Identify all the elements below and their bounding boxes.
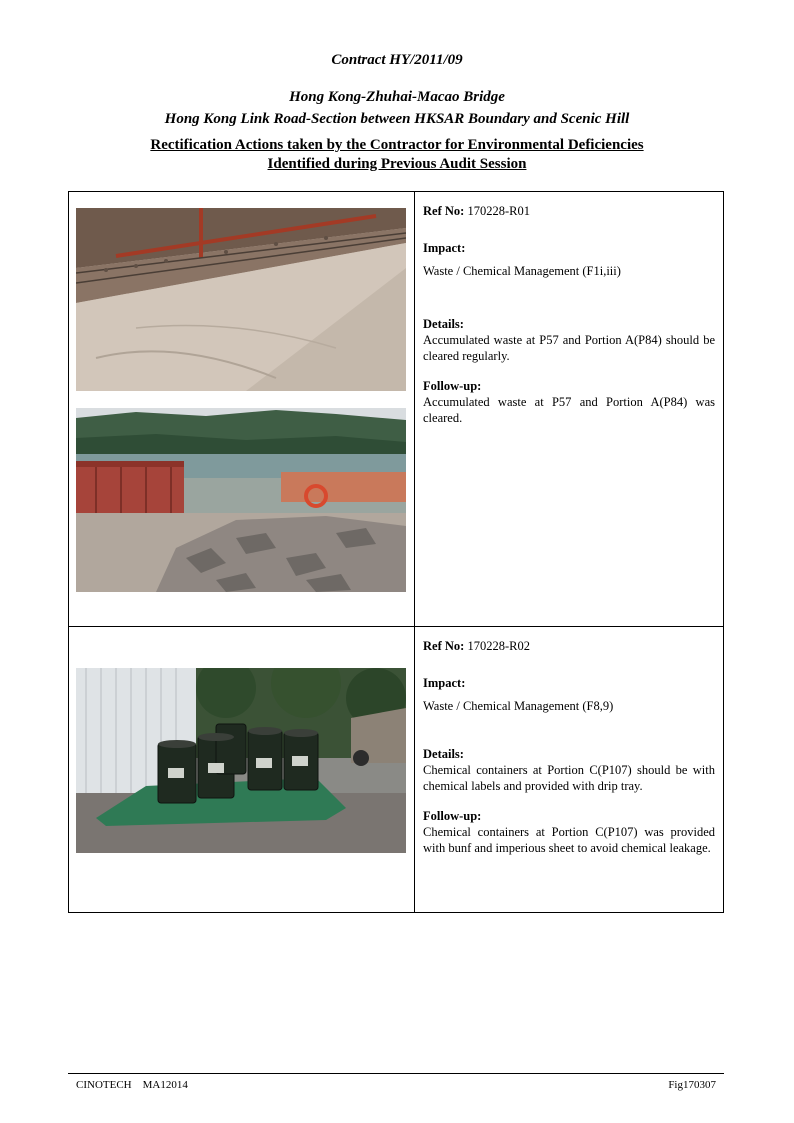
- photo-cell-2: [69, 627, 415, 913]
- follow-up-value: Chemical containers at Portion C(P107) was provided with bunf and imperious sheet to avoid chemical leakage.: [423, 825, 715, 855]
- rectification-table: [68, 191, 724, 913]
- ref-no-label: Ref No:: [423, 639, 465, 653]
- details-label: Details:: [423, 317, 464, 331]
- ref-no-value: 170228-R02: [467, 639, 530, 653]
- site-photo-fence: [76, 208, 406, 391]
- project-title-line-2: Hong Kong Link Road-Section between HKSAR Boundary and Scenic Hill: [164, 111, 630, 127]
- impact-value: Waste / Chemical Management (F8,9): [423, 699, 614, 713]
- document-title: [0, 136, 794, 174]
- site-photo-chemical-drums: [76, 668, 406, 853]
- photo-cell-1: [69, 192, 415, 627]
- details-value: Chemical containers at Portion C(P107) should be with chemical labels and provided with drip tray.: [423, 763, 715, 793]
- ref-no-label: Ref No:: [423, 204, 465, 218]
- impact-value: Waste / Chemical Management (F1i,iii): [423, 264, 621, 278]
- details-cell-2: [415, 627, 724, 913]
- project-title: [0, 86, 794, 130]
- details-cell-1: [415, 192, 724, 627]
- follow-up-label: Follow-up:: [423, 379, 482, 393]
- footer-figure-number: Fig170307: [668, 1079, 716, 1091]
- details-value: Accumulated waste at P57 and Portion A(P84) should be cleared regularly.: [423, 333, 715, 363]
- footer-divider: [68, 1073, 724, 1074]
- document-title-line-1: Rectification Actions taken by the Contractor for Environmental Deficiencies: [150, 137, 644, 153]
- ref-no-value: 170228-R01: [467, 204, 530, 218]
- table-row: [69, 627, 724, 913]
- impact-label: Impact:: [423, 676, 466, 690]
- follow-up-label: Follow-up:: [423, 809, 482, 823]
- document-title-line-2: Identified during Previous Audit Session: [267, 156, 527, 172]
- follow-up-value: Accumulated waste at P57 and Portion A(P84) was cleared.: [423, 395, 715, 425]
- contract-number: Contract HY/2011/09: [331, 52, 463, 68]
- footer-company-ref: CINOTECH MA12014: [76, 1079, 188, 1091]
- table-row: [69, 192, 724, 627]
- site-photo-shoreline: [76, 408, 406, 592]
- impact-label: Impact:: [423, 241, 466, 255]
- details-label: Details:: [423, 747, 464, 761]
- project-title-line-1: Hong Kong-Zhuhai-Macao Bridge: [289, 89, 505, 105]
